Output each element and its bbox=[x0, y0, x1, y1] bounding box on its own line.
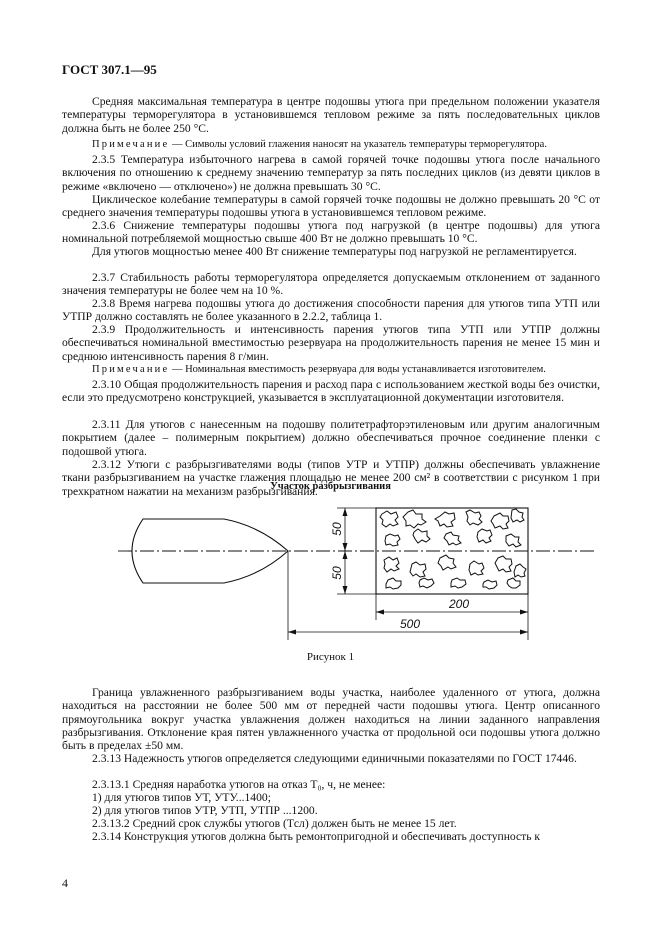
dim-label-50-bottom: 50 bbox=[330, 566, 344, 580]
paragraph-2-3-5: 2.3.5 Температура избыточного нагрева в самой горячей точке подошвы утюга после начального включения по отношению к среднему значению температур за пять последних циклов (из девяти циклов в режиме «включено — отключено») не должна превышать 30 °С. bbox=[62, 153, 600, 193]
note-label: Примечание bbox=[92, 364, 170, 375]
paragraph-2-3-6: 2.3.6 Снижение температуры подошвы утюга под нагрузкой (в центре подошвы) для утюга номинальной потребляемой мощностью свыше 400 Вт не должно превышать 10 °С. bbox=[62, 219, 600, 246]
figure-caption: Рисунок 1 bbox=[306, 651, 355, 663]
paragraph-2-3-13-1: 2.3.13.1 Средняя наработка утюгов на отказ T₀, ч, не менее: bbox=[92, 778, 386, 791]
paragraph-2-3-11: 2.3.11 Для утюгов с нанесенным на подошву политетрафторэтиленовым или другим аналогичным покрытием (далее – полимерным покрытием) должно обеспечиваться прочное соединение пленки с подошвой утюга. bbox=[62, 418, 600, 458]
paragraph-temperature-max: Средняя максимальная температура в центре подошвы утюга при предельном положении указателя температуры терморегулятора в установившемся тепловом режиме за пять последовательных циклов должна быть не более 250 °С. bbox=[62, 95, 600, 135]
paragraph-2-3-7: 2.3.7 Стабильность работы терморегулятора определяется допускаемым отклонением от заданного значения температуры не более чем на 10 %. bbox=[62, 271, 600, 298]
list-item-2: 2) для утюгов типов УТР, УТП, УТПР ...1200. bbox=[92, 804, 318, 817]
note-text: — Символы условий глажения наносят на указатель температуры терморегулятора. bbox=[169, 139, 547, 150]
note-text: — Номинальная вместимость резервуара для воды устанавливается изготовителем. bbox=[169, 364, 546, 375]
page-header: ГОСТ 307.1—95 bbox=[62, 62, 157, 77]
paragraph-2-3-9: 2.3.9 Продолжительность и интенсивность парения утюгов типа УТП или УТПР должны обеспечиваться номинальной вместимостью резервуара на продолжительность парения не менее 15 мин и среднюю интенсивность парения 8 г/мин. bbox=[62, 323, 600, 363]
paragraph-2-3-5-cyclic: Циклическое колебание температуры в самой горячей точке подошвы не должно превышать 20 °С от среднего значения температуры подошвы утюга в установившемся тепловом режиме. bbox=[62, 193, 600, 220]
paragraph-2-3-10: 2.3.10 Общая продолжительность парения и расход пара с использованием жесткой воды без очистки, если это предусмотрено конструкцией, указывается в эксплуатационной документации изготовителя. bbox=[62, 378, 600, 405]
note-label: Примечание bbox=[92, 139, 170, 150]
dim-label-50-top: 50 bbox=[330, 522, 344, 536]
list-item-1: 1) для утюгов типов УТ, УТУ...1400; bbox=[92, 791, 271, 804]
figure-title: Участок разбрызгивания bbox=[270, 481, 391, 492]
dim-label-200: 200 bbox=[448, 597, 470, 611]
paragraph-spray-boundary: Граница увлажненного разбрызгиванием воды участка, наиболее удаленного от утюга, должна находиться на расстоянии не более 500 мм от передней части подошвы утюга. Центр описанного прямоугольника вокруг участка увлажнения должен находиться на линии заданного направления разбрызгивания. Отклонение края пятен увлажненного участка от продольной оси подошвы утюга должно быть в пределах ±50 мм. bbox=[62, 686, 600, 753]
paragraph-2-3-12: 2.3.12 Утюги с разбрызгивателями воды (типов УТР и УТПР) должны обеспечивать увлажнение ткани разбрызгиванием на участке глажения площадью не менее 200 см² в соответствии с рисунком 1 при трехкратном нажатии на механизм разбрызгивания. bbox=[62, 458, 600, 498]
paragraph-2-3-8: 2.3.8 Время нагрева подошвы утюга до достижения способности парения для утюгов типа УТП или УТПР должно составлять не более указанного в 2.2.2, таблица 1. bbox=[62, 297, 600, 324]
page-number: 4 bbox=[62, 876, 68, 890]
dim-label-500: 500 bbox=[399, 617, 421, 631]
paragraph-2-3-13-2: 2.3.13.2 Средний срок службы утюгов (Tсл) должен быть не менее 15 лет. bbox=[92, 817, 457, 830]
paragraph-2-3-13: 2.3.13 Надежность утюгов определяется следующими единичными показателями по ГОСТ 17446. bbox=[92, 752, 577, 765]
paragraph-2-3-6-low-power: Для утюгов мощностью менее 400 Вт снижение температуры под нагрузкой не регламентируется. bbox=[92, 245, 577, 258]
spray-spots bbox=[380, 509, 526, 589]
paragraph-2-3-14: 2.3.14 Конструкция утюгов должна быть ремонтопригодной и обеспечивать доступность к bbox=[92, 830, 541, 843]
